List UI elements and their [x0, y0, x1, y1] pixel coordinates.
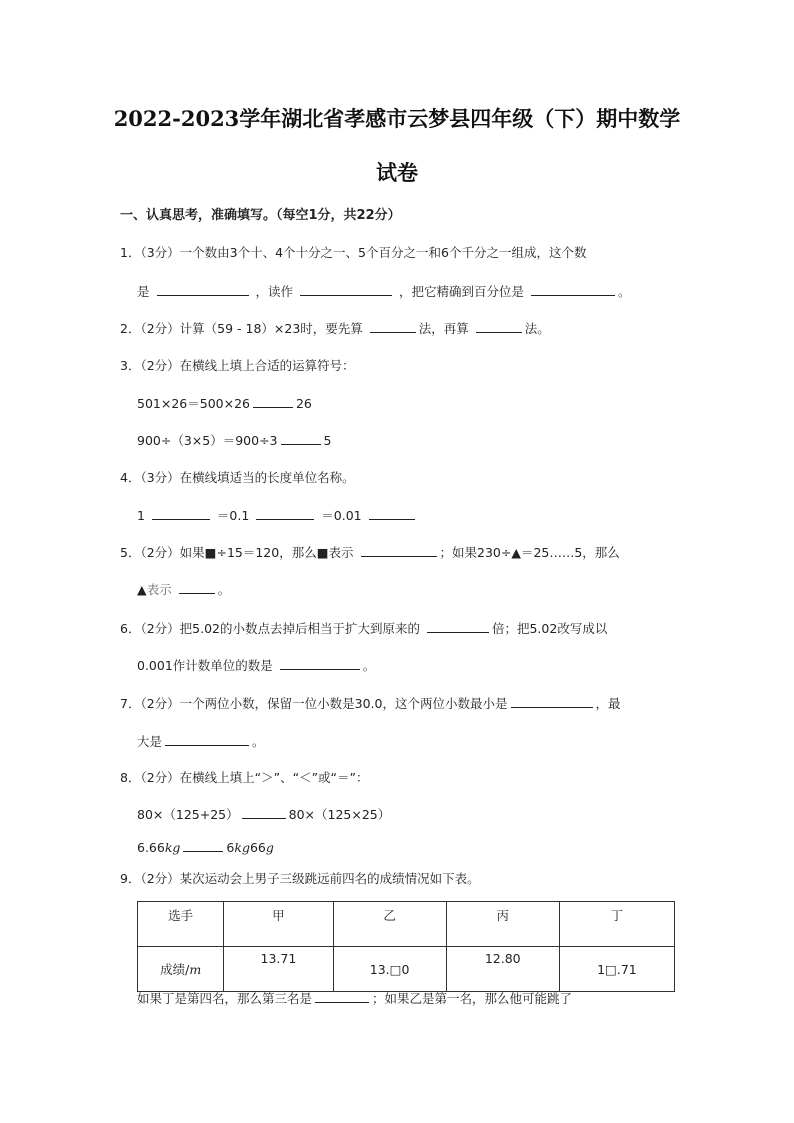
- question-2: [120, 320, 550, 338]
- unit-g: g: [265, 840, 274, 855]
- q3-expr-1: 501×26＝500×26: [137, 396, 250, 411]
- q3-expr-2: 900÷（3×5）＝900÷3: [137, 433, 278, 448]
- table-cell: 13.71: [224, 947, 333, 992]
- q5-text-c3: 。: [217, 582, 231, 597]
- question-7-cont: [137, 733, 265, 751]
- table-cell: 1□.71: [559, 947, 674, 992]
- q8-expr-2d: 66: [249, 840, 266, 855]
- q5-text-c2: 表示: [146, 582, 172, 597]
- answer-blank[interactable]: [476, 320, 522, 333]
- q2-text-c: 法。: [524, 321, 550, 336]
- answer-blank[interactable]: [157, 283, 249, 296]
- q6-text-b1: 0.001作计数单位的数是: [137, 658, 273, 673]
- q8-expr-2b: 6: [226, 840, 235, 855]
- question-3: 3．（2分）在横线上填上合适的运算符号：: [120, 358, 355, 373]
- page-title-cont: 试卷: [376, 160, 418, 185]
- q8-expr-1a: 80×（125+25）: [137, 807, 239, 822]
- answer-blank[interactable]: [183, 839, 223, 852]
- q1-text-b3: ，把它精确到百分位是: [398, 284, 524, 299]
- answer-blank[interactable]: [300, 283, 392, 296]
- unit-m: m: [189, 962, 202, 977]
- q6-text-b2: 。: [362, 658, 376, 673]
- answer-blank[interactable]: [361, 544, 437, 557]
- question-1-cont: [137, 283, 630, 301]
- q2-text-a: 2．（2分）计算（59 - 18）×23时，要先算: [120, 321, 363, 336]
- question-3-line2: [137, 432, 331, 450]
- answer-blank[interactable]: [370, 320, 416, 333]
- answer-blank[interactable]: [511, 695, 593, 708]
- unit-kg: kg: [234, 840, 250, 855]
- question-8: 8．（2分）在横线上填上“＞”、“＜”或“＝”：: [120, 770, 369, 785]
- answer-blank[interactable]: [369, 507, 415, 520]
- table-header-cell: 乙: [333, 902, 446, 947]
- question-8-line1: [137, 806, 390, 824]
- unit-kg: kg: [164, 840, 181, 855]
- q6-text-a1: 6．（2分）把5.02的小数点去掉后相当于扩大到原来的: [120, 621, 420, 636]
- row-label-text: 成绩/: [160, 962, 190, 977]
- question-5-cont: [137, 581, 230, 599]
- question-8-line2: [137, 839, 274, 857]
- q7-text-a1: 7．（2分）一个两位小数，保留一位小数是30.0，这个两位小数最小是: [120, 696, 508, 711]
- answer-blank[interactable]: [179, 581, 215, 594]
- q4-part-3: ＝0.01: [321, 508, 362, 523]
- table-header-row: [138, 902, 675, 947]
- q4-part-1: 1: [137, 508, 145, 523]
- table-row: [138, 947, 675, 992]
- answer-blank[interactable]: [152, 507, 210, 520]
- q1-text-b4: 。: [617, 284, 631, 299]
- question-5: [120, 544, 620, 562]
- table-header-cell: 甲: [224, 902, 333, 947]
- q5-triangle: ▲: [137, 582, 147, 597]
- answer-blank[interactable]: [315, 990, 369, 1003]
- q7-text-a2: ，最: [595, 696, 621, 711]
- score-table: [137, 901, 675, 992]
- question-4-line: [137, 507, 418, 525]
- section-heading: 一、认真思考，准确填写。（每空1分，共22分）: [120, 208, 401, 223]
- q2-text-b: 法，再算: [418, 321, 469, 336]
- table-header-cell: 选手: [138, 902, 224, 947]
- q5-text-b: ；如果230÷▲＝25……5，那么: [439, 545, 620, 560]
- question-3-line1: [137, 395, 312, 413]
- answer-blank[interactable]: [281, 432, 321, 445]
- answer-blank[interactable]: [253, 395, 293, 408]
- table-header-cell: 丁: [559, 902, 674, 947]
- answer-blank[interactable]: [280, 657, 360, 670]
- question-9-cont: [137, 990, 572, 1008]
- q1-text-b1: 是: [137, 284, 150, 299]
- question-6-cont: [137, 657, 375, 675]
- q6-text-a2: 倍；把5.02改写成以: [491, 621, 608, 636]
- table-cell: 13.□0: [333, 947, 446, 992]
- q9-text-b2: ；如果乙是第一名，那么他可能跳了: [372, 991, 573, 1006]
- q7-text-b1: 大是: [137, 734, 163, 749]
- page-title: 2022-2023学年湖北省孝感市云梦县四年级（下）期中数学: [113, 106, 681, 131]
- answer-blank[interactable]: [242, 806, 286, 819]
- q7-text-b2: 。: [252, 734, 265, 749]
- q8-expr-1b: 80×（125×25）: [288, 807, 391, 822]
- answer-blank[interactable]: [531, 283, 615, 296]
- q1-text: 1．（3分）一个数由3个十、4个十分之一、5个百分之一和6个千分之一组成，这个数: [120, 245, 587, 260]
- q3-expr-2b: 5: [323, 433, 332, 448]
- table-header-cell: 丙: [446, 902, 559, 947]
- q5-text-a: 5．（2分）如果■÷15＝120，那么■表示: [120, 545, 354, 560]
- table-cell: 12.80: [446, 947, 559, 992]
- q9-text-b1: 如果丁是第四名，那么第三名是: [137, 991, 313, 1006]
- answer-blank[interactable]: [256, 507, 314, 520]
- answer-blank[interactable]: [165, 733, 249, 746]
- q3-expr-1b: 26: [295, 396, 312, 411]
- question-1: [120, 244, 586, 262]
- table-row-label: [138, 947, 224, 992]
- question-9: 9．（2分）某次运动会上男子三级跳远前四名的成绩情况如下表。: [120, 871, 480, 886]
- q4-part-2: ＝0.1: [216, 508, 250, 523]
- q1-text-b2: ，读作: [255, 284, 293, 299]
- answer-blank[interactable]: [427, 620, 489, 633]
- q8-expr-2a: 6.66: [137, 840, 165, 855]
- question-4: 4．（3分）在横线填适当的长度单位名称。: [120, 470, 355, 485]
- question-7: [120, 695, 621, 713]
- question-6: [120, 620, 607, 638]
